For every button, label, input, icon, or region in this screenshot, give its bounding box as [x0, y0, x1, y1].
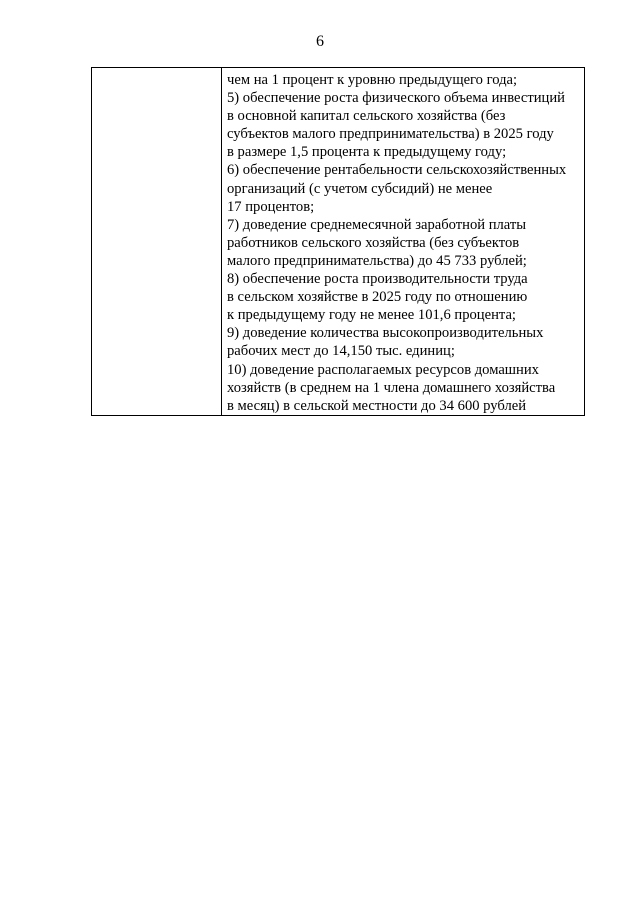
- text-line: к предыдущему году не менее 101,6 процента;: [227, 307, 516, 324]
- text-line: 10) доведение располагаемых ресурсов домашних: [227, 361, 539, 378]
- text-line: 9) доведение количества высокопроизводительных: [227, 325, 544, 342]
- text-line: рабочих мест до 14,150 тыс. единиц;: [227, 343, 455, 360]
- right-cell-text: [222, 68, 584, 415]
- text-line: 5) обеспечение роста физического объема инвестиций: [227, 90, 565, 107]
- text-line: 8) обеспечение роста производительности труда: [227, 271, 528, 288]
- page-number: 6: [316, 33, 324, 50]
- text-line: 7) доведение среднемесячной заработной платы: [227, 216, 527, 233]
- text-line: 17 процентов;: [227, 198, 315, 215]
- text-line: организаций (с учетом субсидий) не менее: [227, 180, 493, 197]
- table-cell-right: [222, 68, 585, 416]
- document-table: [91, 67, 585, 416]
- text-line: субъектов малого предпринимательства) в 2025 году: [227, 126, 554, 143]
- text-line: 6) обеспечение рентабельности сельскохозяйственных: [227, 162, 567, 179]
- text-line: в месяц) в сельской местности до 34 600 рублей: [227, 397, 527, 414]
- text-line: чем на 1 процент к уровню предыдущего года;: [227, 72, 518, 88]
- text-line: хозяйств (в среднем на 1 члена домашнего хозяйства: [227, 379, 556, 396]
- table-row: [92, 68, 585, 416]
- text-line: в основной капитал сельского хозяйства (без: [227, 108, 506, 125]
- text-line: в размере 1,5 процента к предыдущему году;: [227, 144, 507, 161]
- text-line: в сельском хозяйстве в 2025 году по отношению: [227, 289, 528, 306]
- table-cell-left: [92, 68, 222, 416]
- text-line: работников сельского хозяйства (без субъектов: [227, 234, 520, 251]
- text-line: малого предпринимательства) до 45 733 рублей;: [227, 252, 527, 269]
